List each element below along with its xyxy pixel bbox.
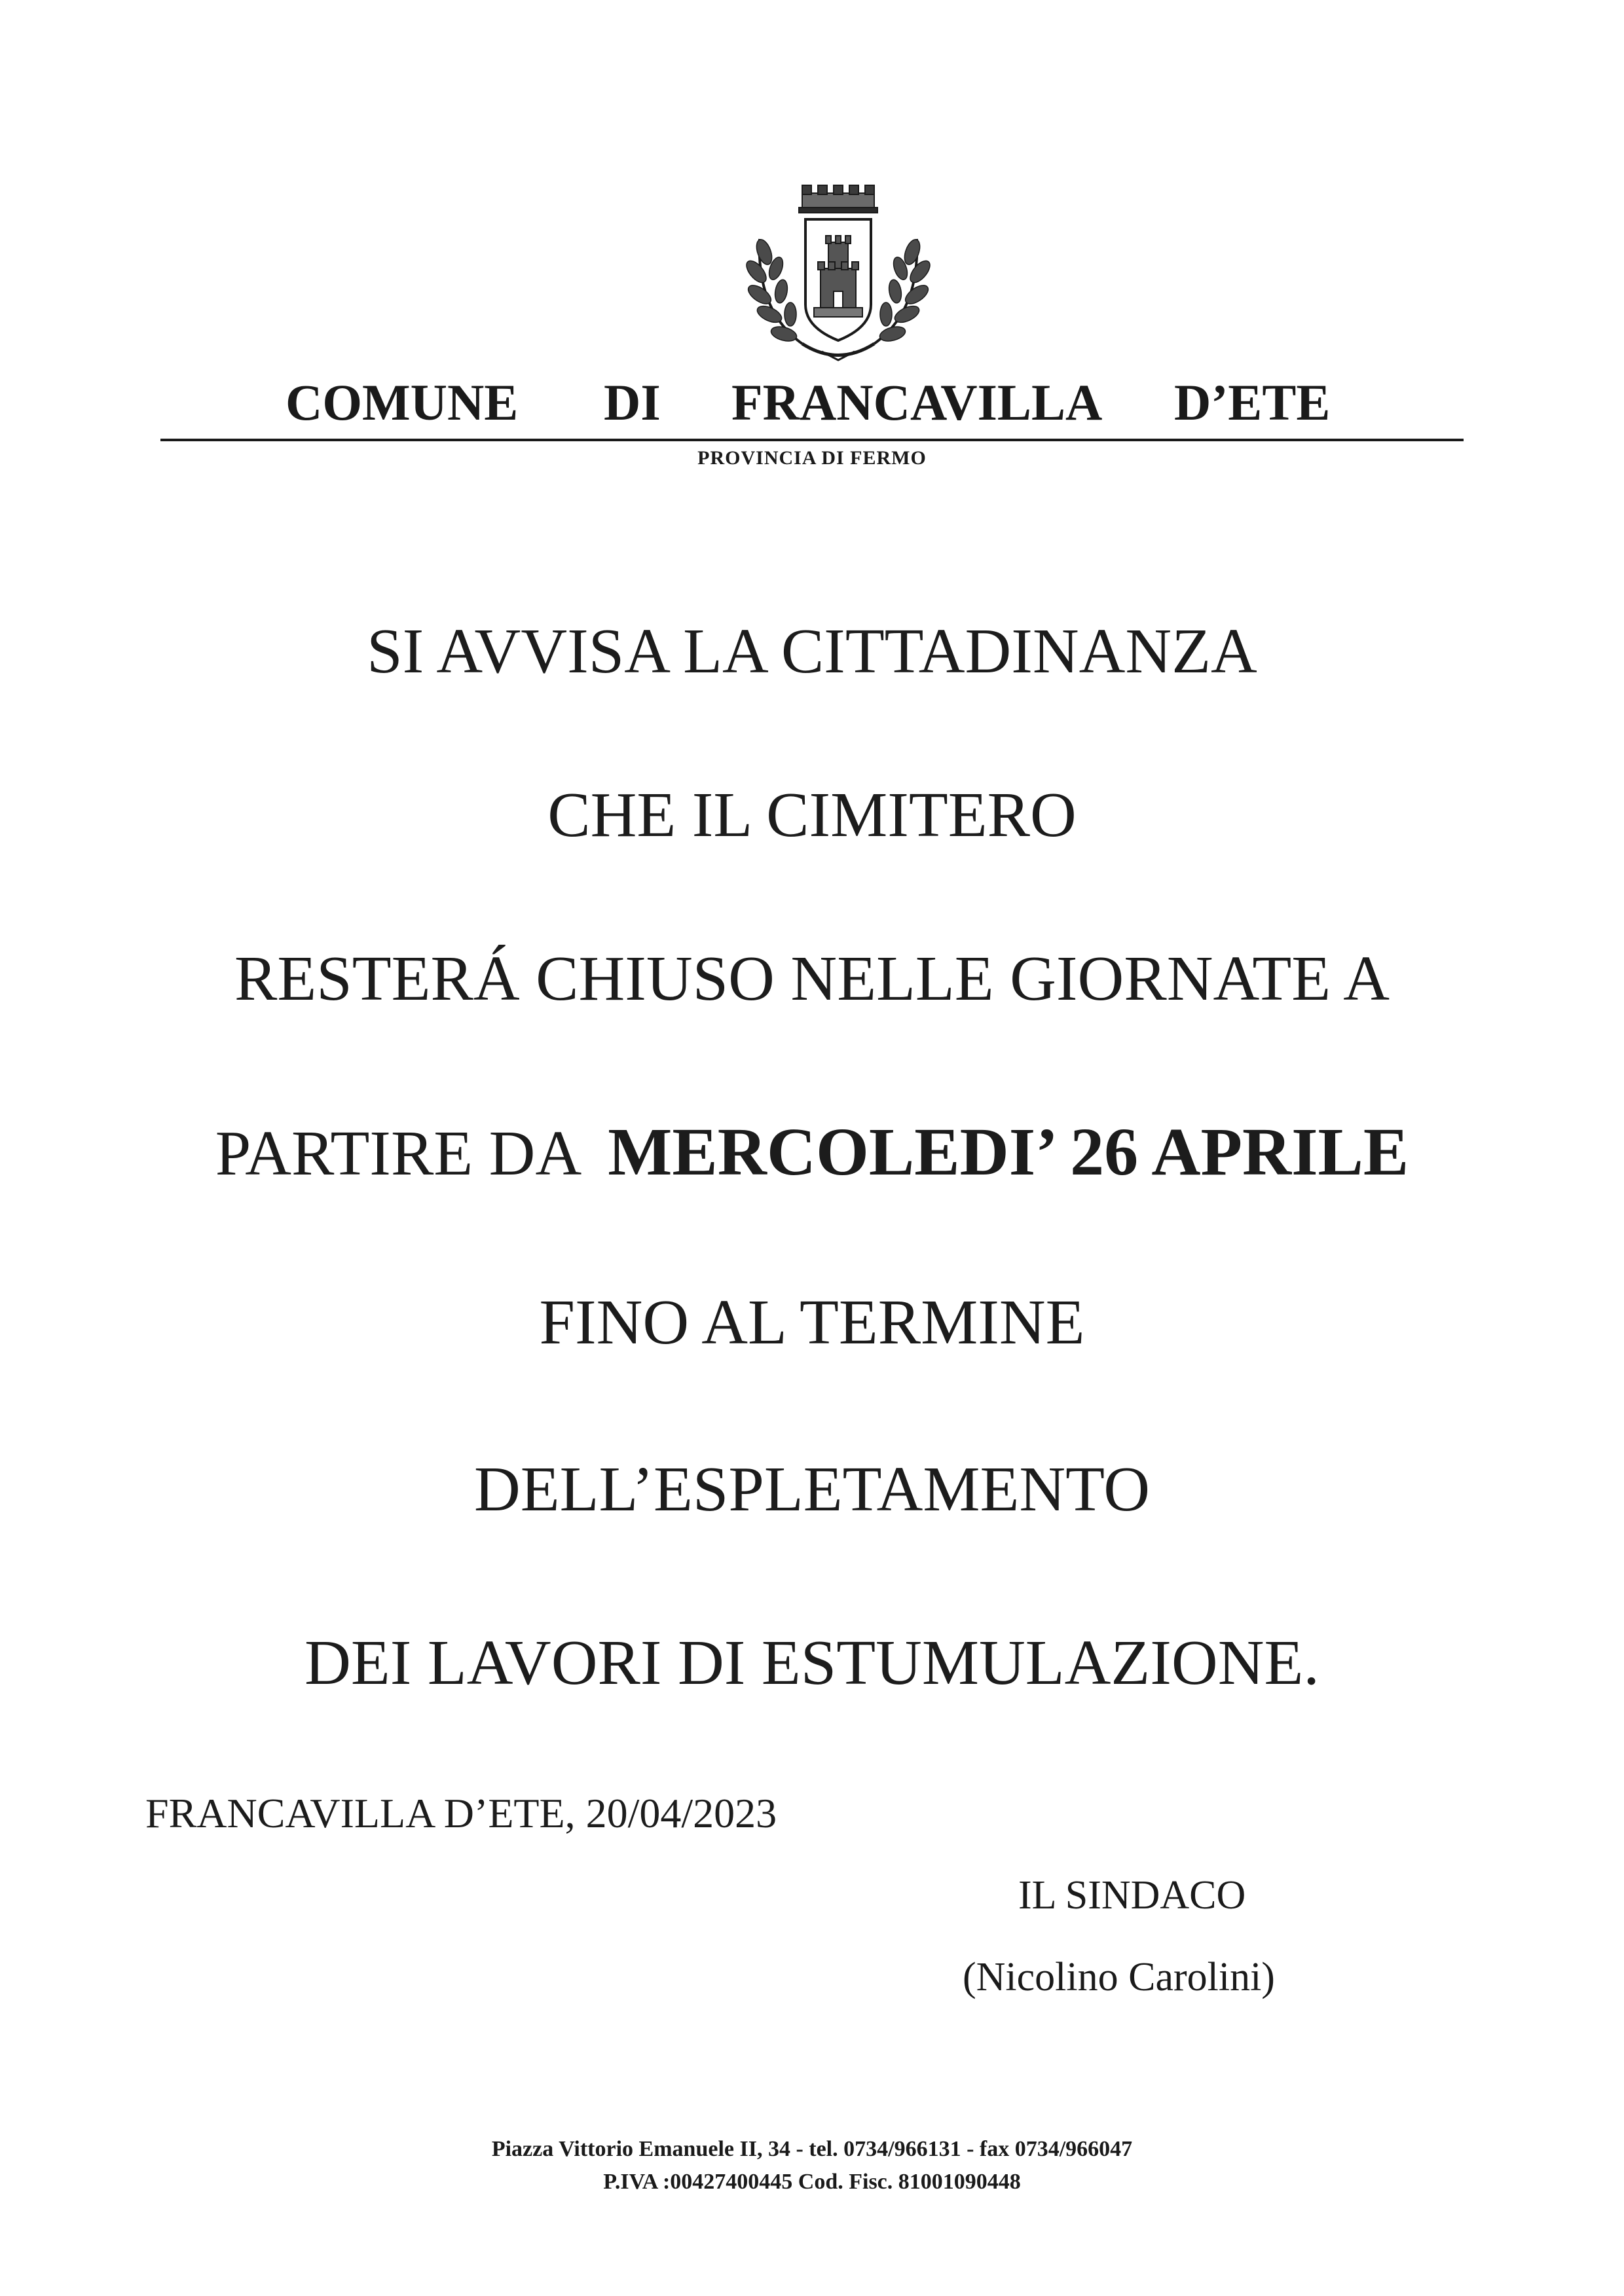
header-word-di: DI xyxy=(604,374,661,431)
mayor-name: (Nicolino Carolini) xyxy=(963,1955,1275,1999)
header-word-dete: D’ETE xyxy=(1174,374,1331,431)
notice-line-5: FINO AL TERMINE xyxy=(539,1287,1085,1358)
notice-line-1: SI AVVISA LA CITTADINANZA xyxy=(367,616,1257,687)
place-and-date: FRANCAVILLA D’ETE, 20/04/2023 xyxy=(145,1790,777,1836)
notice-line-4-prefix: PARTIRE DA xyxy=(215,1118,582,1189)
notice-line-4 xyxy=(0,1113,1624,1193)
notice-line-2: CHE IL CIMITERO xyxy=(547,780,1077,850)
header-divider xyxy=(160,439,1464,441)
footer-address: Piazza Vittorio Emanuele II, 34 - tel. 0734/966131 - fax 0734/966047 xyxy=(491,2137,1133,2161)
footer-tax-ids: P.IVA :00427400445 Cod. Fisc. 81001090448 xyxy=(603,2170,1021,2194)
notice-line-6: DELL’ESPLETAMENTO xyxy=(473,1454,1150,1525)
header-word-comune: COMUNE xyxy=(286,374,519,431)
province-subtitle: PROVINCIA DI FERMO xyxy=(697,447,927,469)
coat-of-arms-icon xyxy=(730,180,946,370)
header-word-francavilla: FRANCAVILLA xyxy=(731,374,1103,431)
mayor-title: IL SINDACO xyxy=(1018,1873,1246,1918)
municipality-name xyxy=(0,373,1624,432)
notice-date-emphasis: MERCOLEDI’ 26 APRILE xyxy=(608,1114,1409,1190)
notice-line-7: DEI LAVORI DI ESTUMULAZIONE. xyxy=(304,1628,1320,1698)
notice-line-3: RESTERÁ CHIUSO NELLE GIORNATE A xyxy=(234,943,1390,1014)
